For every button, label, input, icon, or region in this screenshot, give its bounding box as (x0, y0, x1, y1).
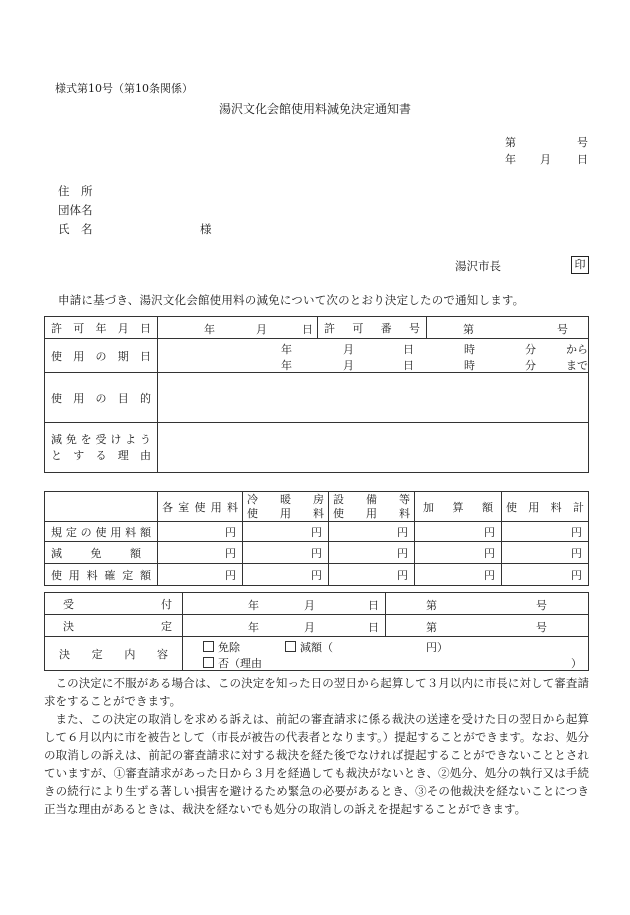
decision-day: 日 (368, 621, 379, 634)
fee-col-equipment-bottom: 使 用 料 (333, 506, 410, 520)
received-label: 受付 (63, 597, 172, 611)
fee-cell[interactable]: 円 (243, 522, 329, 542)
start-year: 年 (281, 343, 292, 356)
fee-cell[interactable]: 円 (415, 542, 502, 564)
issuer-name: 湯沢市長 (455, 259, 501, 273)
fee-col-total (502, 492, 589, 522)
received-no-prefix: 第 (426, 599, 437, 612)
until-text: まで (566, 359, 588, 372)
decision-label-cell (45, 615, 183, 637)
fee-cell[interactable]: 円 (502, 564, 589, 586)
fee-cell[interactable]: 円 (158, 522, 243, 542)
purpose-field[interactable] (158, 373, 589, 423)
purpose-label: 使用の目的 (51, 391, 151, 405)
decision-table (44, 592, 589, 671)
fee-col-addition (415, 492, 502, 522)
fee-row-final-label: 使用料確定額 (51, 568, 151, 582)
seal-mark: 印 (571, 256, 589, 274)
fee-cell[interactable]: 円 (502, 522, 589, 542)
fee-cell[interactable]: 円 (158, 564, 243, 586)
permit-no-prefix: 第 (463, 323, 474, 336)
received-day: 日 (368, 599, 379, 612)
fee-col-room-label: 各室使用料 (162, 500, 238, 514)
date-year: 年 (505, 153, 516, 166)
fee-col-heating-top: 冷 暖 房 (247, 492, 324, 506)
fee-header-blank (45, 492, 158, 522)
fee-cell[interactable]: 円 (415, 564, 502, 586)
fee-col-room (158, 492, 243, 522)
address-label: 住 所 (58, 184, 93, 198)
permit-no-label: 許可番号 (324, 321, 420, 335)
ref-no-prefix: 第 (505, 136, 516, 149)
end-hour: 時 (464, 359, 475, 372)
received-no-cell (386, 593, 589, 615)
decision-year: 年 (248, 621, 259, 634)
decision-no-cell (386, 615, 589, 637)
fee-cell[interactable]: 円 (415, 522, 502, 542)
date-day: 日 (577, 153, 588, 166)
denied-label: 否（理由 (218, 657, 262, 670)
reduced-option[interactable] (285, 639, 333, 655)
fee-cell[interactable]: 円 (243, 564, 329, 586)
reason-label-line2: とする理由 (51, 448, 151, 462)
intro-text: 申請に基づき、湯沢文化会館使用料の減免について次のとおり決定したので通知します。 (58, 293, 525, 307)
exempt-label: 免除 (218, 641, 240, 654)
permit-no-cell (427, 317, 589, 339)
start-minute: 分 (525, 343, 536, 356)
fee-cell[interactable]: 円 (158, 542, 243, 564)
permit-no-label-cell (318, 317, 427, 339)
group-name-label: 団体名 (58, 203, 93, 217)
date-month: 月 (540, 153, 551, 166)
fee-row-standard-label: 規定の使用料額 (51, 525, 151, 539)
fee-col-heating-bottom: 使 用 料 (247, 506, 324, 520)
fee-col-heating (243, 492, 329, 522)
denied-close-paren: ） (571, 657, 582, 670)
reason-label-cell (45, 423, 158, 473)
legal-notes (44, 674, 589, 818)
fee-col-equipment-top: 設 備 等 (333, 492, 410, 506)
received-month: 月 (304, 599, 315, 612)
permit-info-table (44, 316, 589, 473)
start-hour: 時 (464, 343, 475, 356)
ref-no-suffix: 号 (577, 136, 588, 149)
denied-checkbox[interactable] (203, 657, 214, 668)
received-label-cell (45, 593, 183, 615)
reduced-yen-label: 円） (426, 641, 448, 654)
permit-date-day: 日 (302, 323, 313, 336)
name-label: 氏 名 (58, 222, 93, 236)
fee-col-total-label: 使用料計 (506, 500, 584, 514)
denied-option[interactable] (203, 655, 262, 671)
decision-content-label: 決定内容 (59, 647, 168, 661)
fee-row-reduction (45, 542, 589, 564)
fee-row-standard (45, 522, 589, 542)
permit-date-month: 月 (256, 323, 267, 336)
honorific: 様 (200, 222, 212, 236)
permit-date-cell (158, 317, 318, 339)
permit-date-label: 許可年月日 (51, 321, 151, 335)
reason-label-line1: 減免を受けよう (51, 432, 151, 446)
from-text: から (566, 343, 588, 356)
fee-row-reduction-label: 減免額 (51, 546, 141, 560)
decision-no-prefix: 第 (426, 621, 437, 634)
document-title: 湯沢文化会館使用料減免決定通知書 (218, 102, 411, 116)
reduced-label: 減額（ (300, 641, 333, 654)
fee-table (44, 491, 589, 586)
exempt-option[interactable] (203, 639, 240, 655)
decision-month: 月 (304, 621, 315, 634)
fee-cell[interactable]: 円 (329, 522, 415, 542)
fee-cell[interactable]: 円 (243, 542, 329, 564)
received-year: 年 (248, 599, 259, 612)
usage-period-label-cell (45, 339, 158, 373)
fee-cell[interactable]: 円 (329, 542, 415, 564)
end-day: 日 (403, 359, 414, 372)
decision-content-label-cell (45, 637, 183, 671)
decision-date-cell (183, 615, 386, 637)
usage-period-label: 使用の期日 (51, 349, 151, 363)
decision-content-cell (183, 637, 589, 671)
fee-col-equipment (329, 492, 415, 522)
end-month: 月 (343, 359, 354, 372)
fee-row-final (45, 564, 589, 586)
received-no-suffix: 号 (536, 599, 547, 612)
decision-no-suffix: 号 (536, 621, 547, 634)
end-minute: 分 (525, 359, 536, 372)
decision-label: 決定 (63, 619, 172, 633)
reason-field[interactable] (158, 423, 589, 473)
received-date-cell (183, 593, 386, 615)
start-month: 月 (343, 343, 354, 356)
start-day: 日 (403, 343, 414, 356)
form-number: 様式第10号（第10条関係） (55, 82, 193, 95)
end-year: 年 (281, 359, 292, 372)
note-paragraph-1: この決定に不服がある場合は、この決定を知った日の翌日から起算して３月以内に市長に対して審査請求をすることができます。 (44, 676, 589, 708)
fee-col-addition-label: 加算額 (423, 500, 493, 514)
permit-no-suffix: 号 (557, 323, 568, 336)
note-paragraph-2: また、この決定の取消しを求める訴えは、前記の審査請求に係る裁決の送達を受けた日の翌日から起算して６月以内に市を被告として（市長が被告の代表者となります。）提起することができます。なお、処分の取消しの訴えは、前記の審査請求に対する裁決を経た後でなければ提起することができないこととされていますが、①審査請求があった日から３月を経過しても裁決がないとき、②処分、処分の執行又は手続きの続行により生ずる著しい損害を避けるため緊急の必要があるとき、③その他裁決を経ないことにつき正当な理由があるときは、裁決を経ないでも処分の取消しの訴えを提起することができます。 (44, 712, 589, 816)
permit-date-label-cell (45, 317, 158, 339)
fee-cell[interactable]: 円 (502, 542, 589, 564)
reduced-checkbox[interactable] (285, 641, 296, 652)
permit-date-year: 年 (204, 323, 215, 336)
exempt-checkbox[interactable] (203, 641, 214, 652)
usage-period-cell (158, 339, 589, 373)
fee-cell[interactable]: 円 (329, 564, 415, 586)
purpose-label-cell (45, 373, 158, 423)
